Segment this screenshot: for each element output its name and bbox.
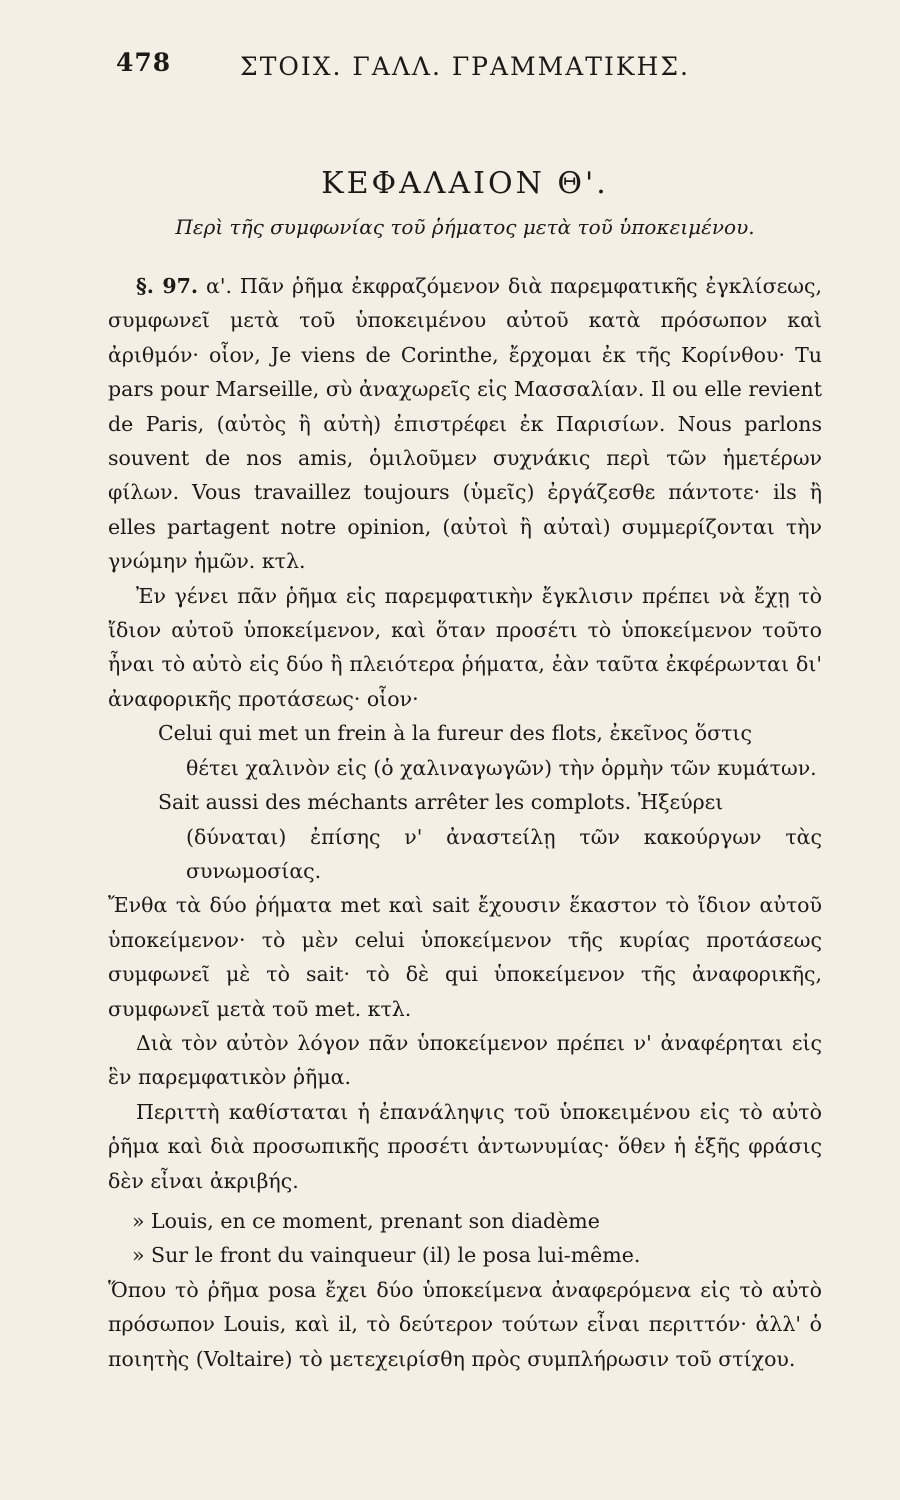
paragraph-repetition: Περιττὴ καθίσταται ἡ ἐπανάληψις τοῦ ὑποκειμένου εἰς τὸ αὐτὸ ῥῆμα καὶ διὰ προσωπικῆς προσέτι ἀντωνυμίας· ὅθεν ἡ ἑξῆς φράσις δὲν εἶναι ἀκριβής. bbox=[108, 1099, 822, 1193]
paragraph-text: α'. Πᾶν ῥῆμα ἐκφραζόμενον διὰ παρεμφατικῆς ἐγκλίσεως, συμφωνεῖ μετὰ τοῦ ὑποκειμένου αὐτοῦ κατὰ πρόσωπον καὶ ἀριθμόν· οἷον, Je viens de Corinthe, ἔρχομαι ἐκ τῆς Κορίνθου· Tu pars pour Marseille, σὺ ἀναχωρεῖς εἰς Μασσαλίαν. Il ou elle revient de Paris, (αὐτὸς ἢ αὐτὴ) ἐπιστρέφει ἐκ Παρισίων. Nous parlons souvent de nos amis, ὁμιλοῦμεν συχνάκις περὶ τῶν ἡμετέρων φίλων. Vous travaillez toujours (ὑμεῖς) ἐργάζεσθε πάντοτε· ils ἢ elles partagent notre opinion, (αὐτοὶ ἢ αὐταὶ) συμμερίζονται τὴν γνώμην ἡμῶν. κτλ. bbox=[108, 274, 822, 574]
verse-line-french: Sait aussi des méchants arrêter les complots. Ἠξεύρει bbox=[158, 790, 724, 815]
verse-line-greek: θέτει χαλινὸν εἰς (ὁ χαλιναγωγῶν) τὴν ὁρμὴν τῶν κυμάτων. bbox=[186, 755, 817, 780]
section-number: §. 97. bbox=[136, 274, 199, 298]
running-title: ΣΤΟΙΧ. ΓΑΛΛ. ΓΡΑΜΜΑΤΙΚΗΣ. bbox=[240, 52, 690, 81]
paragraph-voltaire: Ὅπου τὸ ῥῆμα posa ἔχει δύο ὑποκείμενα ἀναφερόμενα εἰς τὸ αὐτὸ πρόσωπον Louis, καὶ il, τὸ δεύτερον τούτων εἶναι περιττόν· ἀλλ' ὁ ποιητὴς (Voltaire) τὸ μετεχειρίσθη πρὸς συμπλήρωσιν τοῦ στίχου. bbox=[108, 1277, 822, 1371]
paragraph-explanation: Ἔνθα τὰ δύο ῥήματα met καὶ sait ἔχουσιν ἕκαστον τὸ ἴδιον αὐτοῦ ὑποκείμενον· τὸ μὲν celui ὑποκείμενον τῆς κυρίας προτάσεως συμφωνεῖ μὲ τὸ sait· τὸ δὲ qui ὑποκείμενον τῆς ἀναφορικῆς, συμφωνεῖ μετὰ τοῦ met. κτλ. bbox=[108, 893, 822, 1021]
verse-line-french: Celui qui met un frein à la fureur des flots, ἐκεῖνος ὅστις bbox=[158, 721, 752, 746]
page-number: 478 bbox=[116, 48, 172, 77]
verse-line-greek: (δύναται) ἐπίσης ν' ἀναστείλῃ τῶν κακούργων τὰς συνωμοσίας. bbox=[186, 824, 822, 883]
paragraph-section-97 bbox=[108, 269, 822, 579]
chapter-title: ΚΕΦΑΛΑΙΟΝ Θ'. bbox=[321, 166, 609, 201]
quote-line: » Sur le front du vainqueur (il) le posa lui-même. bbox=[132, 1243, 641, 1268]
running-head bbox=[108, 48, 822, 92]
quote-line: » Louis, en ce moment, prenant son diadème bbox=[132, 1208, 600, 1233]
paragraph-general-rule: Ἐν γένει πᾶν ῥῆμα εἰς παρεμφατικὴν ἔγκλισιν πρέπει νὰ ἔχῃ τὸ ἴδιον αὐτοῦ ὑποκείμενον, καὶ ὅταν προσέτι τὸ ὑποκείμενον τοῦτο ἦναι τὸ αὐτὸ εἰς δύο ἢ πλειότερα ῥήματα, ἐὰν ταῦτα ἐκφέρωνται δι' ἀναφορικῆς προτάσεως· οἷον· bbox=[108, 583, 822, 711]
paragraph-subject-rule: Διὰ τὸν αὐτὸν λόγον πᾶν ὑποκείμενον πρέπει ν' ἀναφέρηται εἰς ἓν παρεμφατικὸν ῥῆμα. bbox=[108, 1030, 822, 1090]
chapter-subtitle: Περὶ τῆς συμφωνίας τοῦ ῥήματος μετὰ τοῦ ὑποκειμένου. bbox=[175, 215, 755, 239]
body-text bbox=[108, 269, 822, 1376]
